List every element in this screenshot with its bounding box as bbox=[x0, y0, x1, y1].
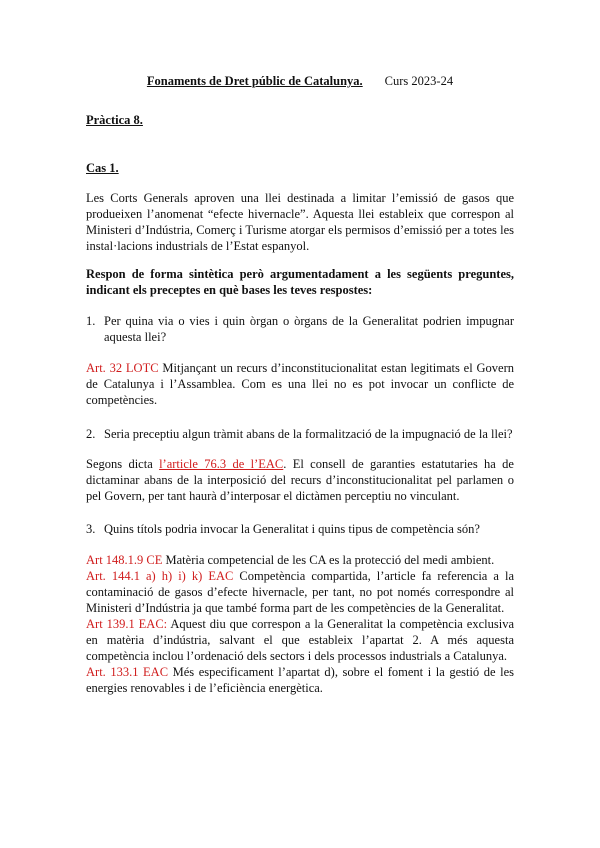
legal-reference: Art. 133.1 EAC bbox=[86, 665, 169, 679]
legal-reference: Art. 144.1 a) h) i) k) EAC bbox=[86, 569, 234, 583]
answer-text: Mitjançant un recurs d’inconstitucionalitat estan legitimats el Govern de Catalunya i l’Assamblea. Com es una llei no es pot invocar un conflicte de competències. bbox=[86, 361, 514, 407]
question-text: Per quina via o vies i quin òrgan o òrgans de la Generalitat podrien impugnar aquesta llei? bbox=[104, 314, 514, 344]
legal-reference: l’article 76.3 de l’EAC bbox=[159, 457, 284, 471]
question-2 bbox=[86, 426, 514, 442]
answer-text: Competència compartida, l’article fa referencia a la contaminació de gasos d’efecte hivernacle, per tant, no pot només correspondre al Ministeri d’Indústria ja que també forma part de les competències de la Generalitat. bbox=[86, 569, 514, 615]
case-heading: Cas 1. bbox=[86, 161, 119, 175]
answer-text: Aquest diu que correspon a la Generalitat la competència exclusiva en matèria d’indústria, salvant el que estableix l’apartat 2. A més aquesta competència inclou l’ordenació dels sectors i dels processos industrials a Catalunya. bbox=[86, 617, 514, 663]
document-header bbox=[0, 74, 600, 89]
answer-paragraph bbox=[86, 664, 514, 696]
answer-prefix: Segons dicta bbox=[86, 457, 160, 471]
legal-reference: Art 139.1 EAC: bbox=[86, 617, 168, 631]
question-number: 1. bbox=[86, 314, 96, 328]
document-title: Fonaments de Dret públic de Catalunya. bbox=[146, 74, 363, 88]
case-statement: Les Corts Generals aproven una llei destinada a limitar l’emissió de gasos que produeixen l’anomenat “efecte hivernacle”. Aquesta llei estableix que correspon al Ministeri d’Indústria, Comerç i Turisme atorgar els permisos d’emissió per a totes les instal·lacions industrials de l’Estat espanyol. bbox=[86, 191, 514, 253]
answer-2 bbox=[86, 456, 514, 504]
answer-1 bbox=[86, 360, 514, 408]
answer-paragraph bbox=[86, 552, 514, 568]
legal-reference: Art 148.1.9 CE bbox=[86, 553, 163, 567]
question-number: 3. bbox=[86, 522, 96, 536]
answer-paragraph bbox=[86, 616, 514, 664]
instructions: Respon de forma sintètica però argumentadament a les següents preguntes, indicant els preceptes en què bases les teves respostes: bbox=[86, 267, 514, 297]
answer-paragraph bbox=[86, 568, 514, 616]
question-text: Quins títols podria invocar la Generalitat i quins tipus de competència són? bbox=[104, 522, 480, 536]
question-number: 2. bbox=[86, 427, 96, 441]
answer-3 bbox=[86, 552, 514, 696]
course-label: Curs 2023-24 bbox=[384, 74, 454, 88]
answer-text: Més especificament l’apartat d), sobre el foment i la gestió de les energies renovables i de l’eficiència energètica. bbox=[86, 665, 514, 695]
answer-text: Matèria competencial de les CA es la protecció del medi ambient. bbox=[162, 553, 495, 567]
question-1 bbox=[86, 313, 514, 345]
question-3 bbox=[86, 521, 514, 537]
question-text: Seria preceptiu algun tràmit abans de la formalització de la impugnació de la llei? bbox=[104, 427, 513, 441]
practice-heading: Pràctica 8. bbox=[86, 113, 143, 127]
answer-text: . El consell de garanties estatutaries ha de dictaminar abans de la interposició del recurs d’inconstitucionalitat pel parlamen o pel Govern, per tant haurà d’interposar el dictàmen perceptiu no vinculant. bbox=[86, 457, 514, 503]
legal-reference: Art. 32 LOTC bbox=[86, 361, 159, 375]
